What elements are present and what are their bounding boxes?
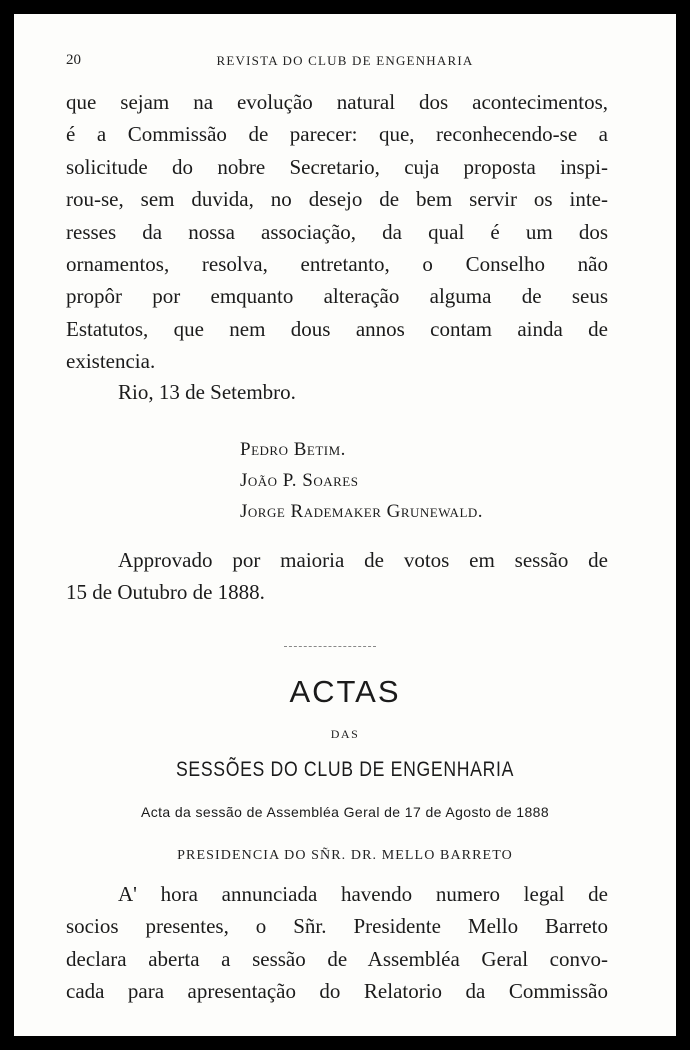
text-line: A' hora annunciada havendo numero legal de [118, 882, 608, 906]
parecer-paragraph [66, 86, 608, 378]
signature-name: Pedro Betim. [240, 439, 346, 460]
approval-note [66, 544, 608, 609]
page-header [14, 52, 676, 72]
running-head: REVISTA DO CLUB DE ENGENHARIA [216, 53, 474, 68]
section-subtitle: SESSÕES DO CLUB DE ENGENHARIA [175, 758, 515, 781]
acta-heading: Acta da sessão de Assembléa Geral de 17 de Agosto de 1888 [140, 804, 550, 820]
text-line: é a Commissão de parecer: que, reconhecendo-se a [66, 122, 608, 147]
page-number: 20 [66, 52, 81, 68]
book-page [14, 14, 676, 1036]
text-line: socios presentes, o Sñr. Presidente Mello Barreto [66, 914, 608, 939]
text-line: solicitude do nobre Secretario, cuja proposta inspi- [66, 154, 608, 179]
presidencia-line: PRESIDENCIA DO SÑR. DR. MELLO BARRETO [177, 848, 513, 863]
signature-name: João P. Soares [240, 470, 359, 491]
section-title: ACTAS [289, 674, 401, 709]
signature-block [240, 434, 483, 527]
text-line: 15 de Outubro de 1888. [66, 580, 265, 605]
text-line: propôr por emquanto alteração alguma de seus [66, 284, 608, 309]
text-line: que sejam na evolução natural dos acontecimentos, [66, 90, 608, 114]
date-line: Rio, 13 de Setembro. [118, 380, 296, 404]
text-line: ornamentos, resolva, entretanto, o Conselho não [66, 252, 608, 277]
acta-paragraph [66, 878, 608, 1008]
text-line: declara aberta a sessão de Assembléa Geral convo- [66, 946, 608, 971]
text-line: cada para apresentação do Relatorio da Commissão [66, 979, 608, 1004]
text-line: resses da nossa associação, da qual é um dos [66, 219, 608, 244]
text-line: existencia. [66, 349, 156, 374]
section-divider [284, 646, 376, 647]
text-line: Approvado por maioria de votos em sessão de [118, 548, 608, 572]
text-line: Estatutos, que nem dous annos contam ainda de [66, 316, 608, 341]
text-line: rou-se, sem duvida, no desejo de bem servir os inte- [66, 187, 608, 212]
section-title-connector: DAS [330, 727, 360, 741]
signature-name: Jorge Rademaker Grunewald. [240, 501, 484, 522]
